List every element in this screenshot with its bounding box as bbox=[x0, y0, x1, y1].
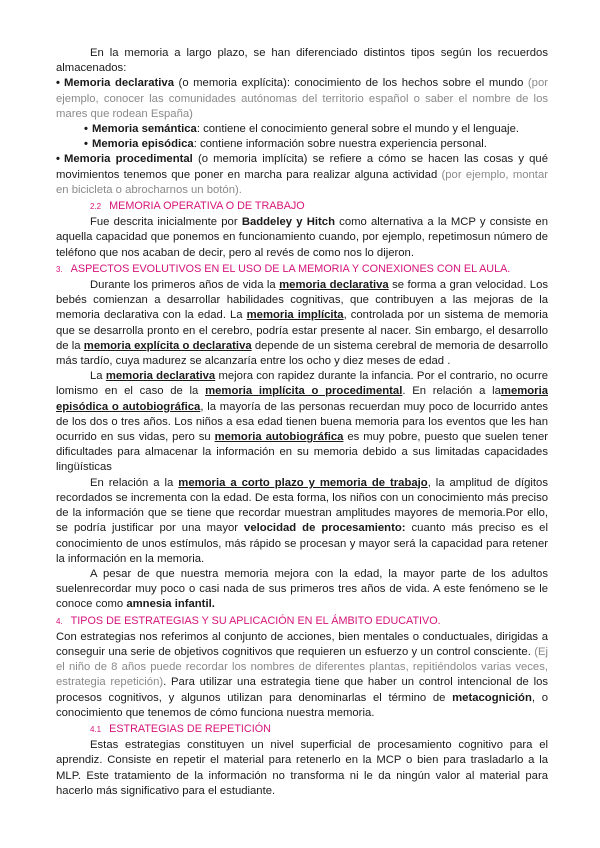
example-text: (por ejemplo, conocer las comunidades autónomas del territorio español o saber el nombre de los mares que rodean España) bbox=[56, 77, 548, 120]
section-heading-4 bbox=[56, 614, 548, 629]
text-run: . Para utilizar una estrategia tiene que haber un control intencional de los procesos cognitivos, y algunos utilizan para denominarlas el término de bbox=[56, 676, 549, 704]
text-run: Estas estrategias constituyen un nivel superficial de procesamiento cognitivo para el aprendiz. Consiste en repetir el material para retenerlo en la MCP o bien para trasladarlo a la MLP. Este tratamiento de la información no transforma ni le da ningún valor al material para hacerlo más significativo para el estudiante. bbox=[56, 739, 548, 797]
bullet-procedimental bbox=[56, 152, 548, 198]
bullet-dot: • bbox=[84, 138, 88, 151]
term-baddeley: Baddeley y Hitch bbox=[241, 216, 335, 229]
text-run: . En relación a la bbox=[402, 385, 501, 398]
term-semantica: Memoria semántica bbox=[91, 123, 197, 136]
section-heading-2-2 bbox=[56, 199, 548, 214]
bullet-dot: • bbox=[56, 77, 60, 90]
term-bold: metacognición bbox=[452, 691, 532, 704]
paragraph-operativa bbox=[56, 215, 548, 261]
text-run: La bbox=[90, 370, 106, 383]
document-page bbox=[56, 46, 548, 799]
text-run: , o conocimiento que tenemos de cómo funciona nuestra memoria. bbox=[56, 691, 548, 719]
term-episodica: Memoria episódica bbox=[91, 138, 194, 151]
text-run: mejora con rapidez durante la infancia. Por el contrario, no ocurre lomismo en el caso de la bbox=[56, 370, 548, 398]
term-declarativa: Memoria declarativa bbox=[63, 77, 175, 90]
text-run: cuanto más preciso es el conocimiento de unos estímulos, más rápido se procesan y mayor será la capacidad para retener la información en la memoria. bbox=[56, 522, 548, 565]
text-run: , la amplitud de dígitos recordados se incrementa con la edad. De esta forma, los niños con un conocimiento más preciso de la información que se tiene que recordar muestran amplitudes mayores de memoria.Por ello, se podría justificar por una mayor bbox=[56, 476, 548, 535]
term-underlined: memoria implícita o procedimental bbox=[205, 385, 403, 398]
intro-text: En la memoria a largo plazo, se han diferenciado distintos tipos según los recuerdos almacenados: bbox=[56, 47, 548, 75]
paragraph-evolutivos-2 bbox=[56, 369, 548, 475]
term-bold: velocidad de procesamiento: bbox=[244, 522, 406, 535]
term-underlined: memoria declarativa bbox=[279, 279, 389, 292]
term-underlined: memoria implícita bbox=[246, 309, 344, 322]
bullet-dot: • bbox=[84, 123, 88, 136]
text-run: Durante los primeros años de vida la bbox=[90, 279, 280, 292]
text-run: Fue descrita inicialmente por bbox=[90, 216, 242, 229]
section-title: TIPOS DE ESTRATEGIAS Y SU APLICACIÓN EN EL ÁMBITO EDUCATIVO. bbox=[70, 614, 441, 627]
section-title: ESTRATEGIAS DE REPETICIÓN bbox=[109, 722, 271, 735]
example-text: (Ej el niño de 8 años puede recordar los nombres de diferentes plantas, repitiéndolos varias veces, estrategia repetición) bbox=[56, 645, 548, 689]
term-underlined: memoria explícita o declarativa bbox=[83, 339, 252, 352]
paragraph-repeticion bbox=[56, 738, 548, 799]
section-heading-4-1 bbox=[56, 722, 548, 737]
paragraph-evolutivos-1 bbox=[56, 278, 548, 369]
text-run: A pesar de que nuestra memoria mejora con la edad, la mayor parte de los adultos suelenrecordar muy poco o casi nada de sus primeros tres años de vida. A este fenómeno se le conoce como bbox=[56, 567, 548, 611]
text-run: En relación a la bbox=[90, 476, 179, 489]
paragraph-evolutivos-3 bbox=[56, 476, 548, 567]
term-underlined: memoria declarativa bbox=[105, 370, 216, 383]
section-number: 4.1 bbox=[90, 724, 102, 734]
section-number: 3. bbox=[56, 264, 63, 274]
text-run: es muy pobre, puesto que suelen tener dificultades para almacenar la información en su memoria debido a sus limitadas capacidades lingüísticas bbox=[56, 431, 549, 474]
section-title: ASPECTOS EVOLUTIVOS EN EL USO DE LA MEMORIA Y CONEXIONES CON EL AULA. bbox=[70, 262, 511, 275]
section-title: MEMORIA OPERATIVA O DE TRABAJO bbox=[109, 200, 305, 213]
bullet-text: (o memoria implícita) se refiere a cómo se hacen las cosas y qué movimientos tenemos que poner en marcha para realizar alguna actividad bbox=[56, 153, 548, 181]
text-run: se forma a gran velocidad. Los bebés comienzan a desarrollar habilidades cognitivas, que contribuyen a las mejoras de la memoria declarativa con la edad. La bbox=[56, 279, 548, 322]
text-run: , controlada por un sistema de memoria que se desarrolla pronto en el cerebro, podría estar presente al nacer. Sin embargo, el desarrollo de la bbox=[56, 309, 548, 352]
bullet-episodica bbox=[56, 137, 548, 152]
term-underlined: memoria episódica o autobiográfica bbox=[56, 385, 548, 413]
term-bold: amnesia infantil. bbox=[126, 598, 215, 611]
example-text: (por ejemplo, montar en bicicleta o abrocharnos un botón). bbox=[56, 168, 548, 196]
text-run: depende de un sistema cerebral de memoria de desarrollo más tardío, cuya madurez se alcanzaría entre los ocho y diez meses de edad . bbox=[56, 339, 549, 368]
section-number: 4. bbox=[56, 616, 63, 626]
text-run: , la mayoría de las personas recuerdan muy poco de locurrido antes de los dos o tres años. Los niños a esa edad tienen buena memoria para los eventos que les han ocurrido en sus vidas, pero su bbox=[56, 400, 548, 444]
section-heading-3 bbox=[56, 262, 548, 277]
bullet-text: (o memoria explícita): conocimiento de los hechos sobre el mundo bbox=[174, 77, 528, 90]
bullet-declarativa bbox=[56, 76, 548, 122]
term-underlined: memoria autobiográfica bbox=[214, 431, 344, 444]
paragraph-evolutivos-4 bbox=[56, 567, 548, 613]
bullet-text: : contiene información sobre nuestra experiencia personal. bbox=[193, 138, 487, 151]
bullet-semantica bbox=[56, 122, 548, 137]
paragraph-estrategias bbox=[56, 630, 548, 721]
intro-paragraph bbox=[56, 46, 548, 76]
bullet-dot: • bbox=[56, 153, 60, 166]
term-underlined: memoria a corto plazo y memoria de trabajo bbox=[178, 476, 428, 489]
text-run: Con estrategias nos referimos al conjunto de acciones, bien mentales o conductuales, dirigidas a conseguir una serie de objetivos cognitivos que requieren un esfuerzo y un control consciente. bbox=[56, 630, 548, 658]
bullet-text: : contiene el conocimiento general sobre el mundo y el lenguaje. bbox=[196, 123, 519, 136]
term-procedimental: Memoria procedimental bbox=[63, 153, 193, 166]
text-run: como alternativa a la MCP y consiste en aquella capacidad que ponemos en funcionamiento cuando, por ejemplo, repetimosun número de teléfono que nos acaban de decir, pero al revés de como nos lo dijeron. bbox=[56, 216, 548, 259]
section-number: 2.2 bbox=[90, 202, 102, 212]
